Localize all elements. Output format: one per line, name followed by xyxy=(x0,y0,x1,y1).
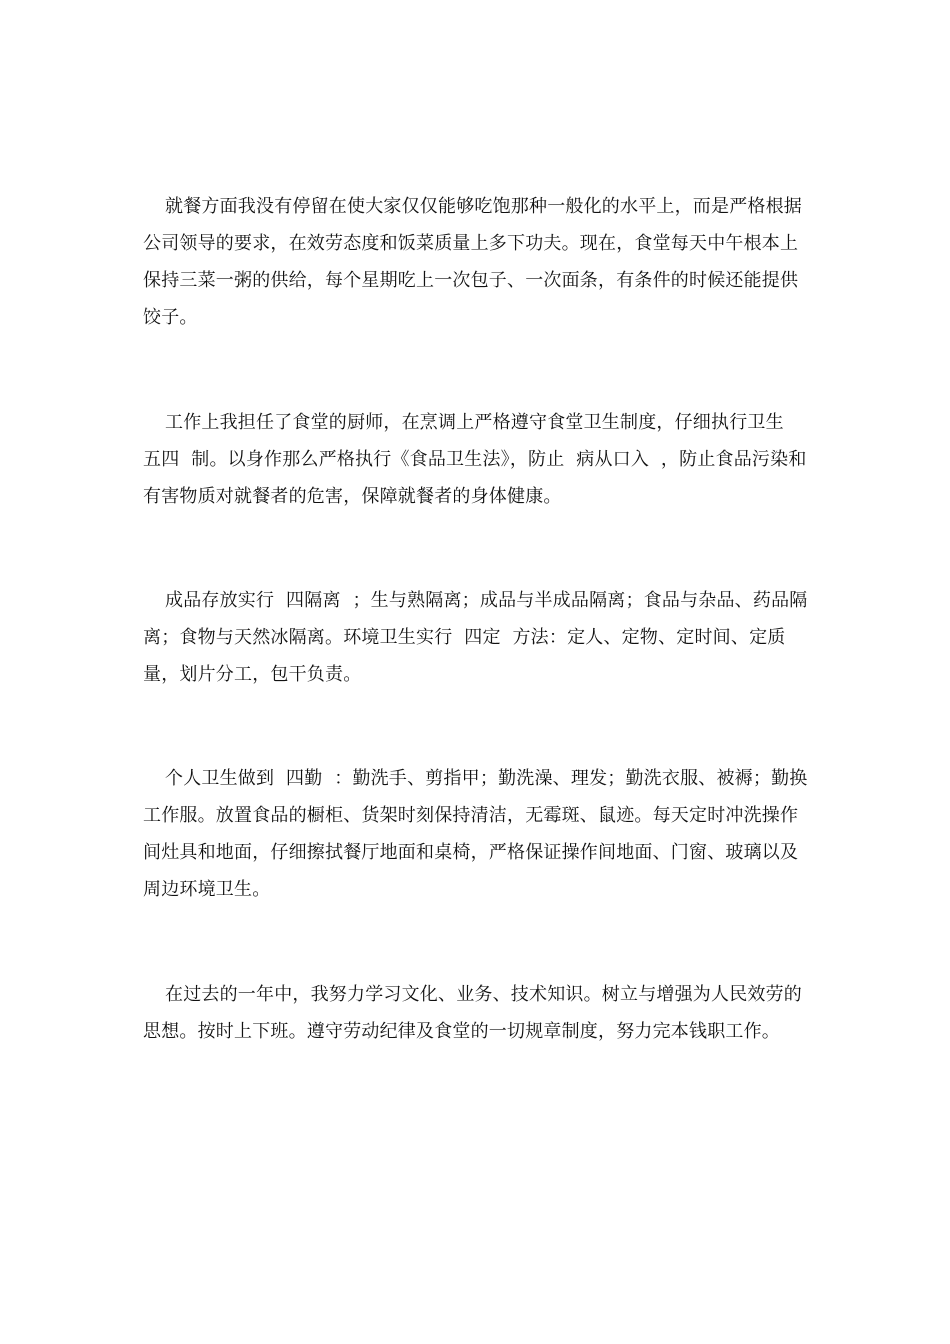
paragraph-cooking-hygiene: 工作上我担任了食堂的厨师，在烹调上严格遵守食堂卫生制度，仔细执行卫生 五四 制。以身作那么严格执行《食品卫生法》，防止 病从口入 ，防止食品污染和有害物质对就餐者的危害，保障就餐者的身体健康。 xyxy=(143,412,807,507)
paragraph-study-work: 在过去的一年中，我努力学习文化、业务、技术知识。树立与增强为人民效劳的思想。按时上下班。遵守劳动纪律及食堂的一切规章制度，努力完本钱职工作。 xyxy=(143,984,802,1042)
paragraph-personal-hygiene: 个人卫生做到 四勤 ：勤洗手、剪指甲；勤洗澡、理发；勤洗衣服、被褥；勤换工作服。放置食品的橱柜、货架时刻保持清洁，无霉斑、鼠迹。每天定时冲洗操作间灶具和地面，仔细擦拭餐厅地面和桌椅，严格保证操作间地面、门窗、玻璃以及周边环境卫生。 xyxy=(143,768,808,900)
paragraph-storage-environment: 成品存放实行 四隔离 ；生与熟隔离；成品与半成品隔离；食品与杂品、药品隔离；食物与天然冰隔离。环境卫生实行 四定 方法：定人、定物、定时间、定质量，划片分工，包干负责。 xyxy=(143,590,808,685)
paragraph-dining: 就餐方面我没有停留在使大家仅仅能够吃饱那种一般化的水平上，而是严格根据公司领导的要求，在效劳态度和饭菜质量上多下功夫。现在，食堂每天中午根本上保持三菜一粥的供给，每个星期吃上一次包子、一次面条，有条件的时候还能提供饺子。 xyxy=(143,196,802,328)
